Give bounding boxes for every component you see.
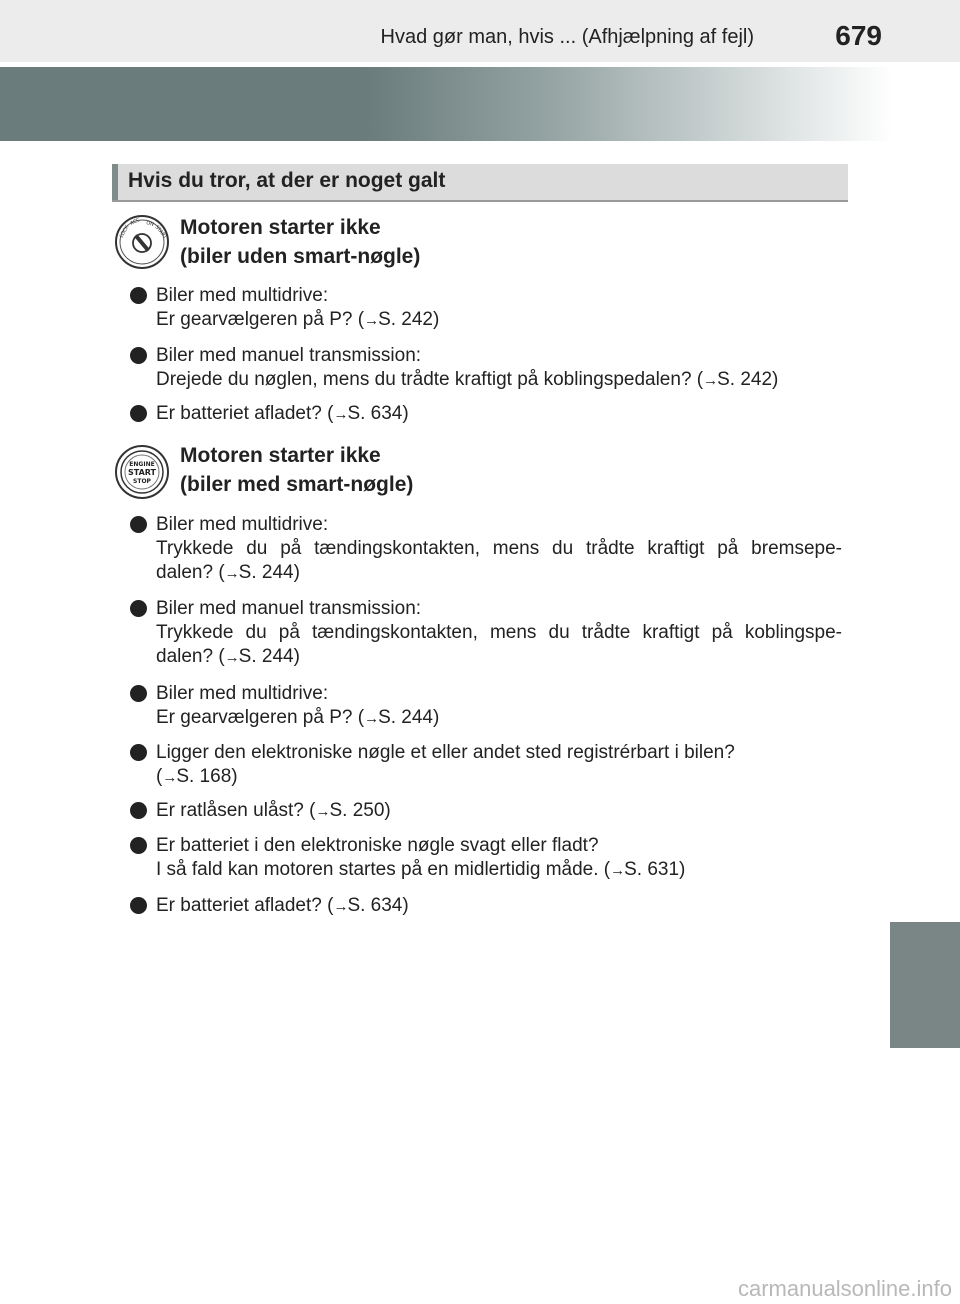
list-item bbox=[130, 741, 842, 790]
section-title: Hvis du tror, at der er noget galt bbox=[128, 169, 446, 192]
subsection-title-line2: (biler uden smart-nøgle) bbox=[180, 245, 421, 268]
ignition-key-switch-icon bbox=[114, 214, 170, 270]
bullet-dot bbox=[130, 744, 147, 761]
bullet-dot bbox=[130, 347, 147, 364]
section-header bbox=[112, 164, 848, 202]
page-reference: S. 242) bbox=[378, 309, 440, 330]
engine-start-stop-button-icon bbox=[114, 444, 170, 500]
subsection-title bbox=[180, 441, 413, 499]
icon-label-start: START bbox=[153, 224, 168, 241]
bullet-dot bbox=[130, 802, 147, 819]
list-item bbox=[130, 402, 842, 427]
page-ref-arrow-icon: → bbox=[315, 803, 330, 820]
bullet-dot bbox=[130, 897, 147, 914]
list-item-line: Biler med multidrive: bbox=[156, 285, 329, 306]
list-item-line: Er batteriet afladet? ( bbox=[156, 403, 334, 424]
page-reference: S. 634) bbox=[347, 403, 409, 424]
page-ref-arrow-icon: → bbox=[364, 710, 379, 727]
bullet-dot bbox=[130, 837, 147, 854]
page-ref-arrow-icon: → bbox=[610, 862, 625, 879]
bullet-dot bbox=[130, 600, 147, 617]
page-number: 679 bbox=[835, 20, 882, 51]
bullet-dot bbox=[130, 685, 147, 702]
list-item-line: Drejede du nøglen, mens du trådte kraftigt på koblingspedalen? ( bbox=[156, 369, 704, 390]
page-reference: S. 242) bbox=[717, 369, 779, 390]
bullet-dot bbox=[130, 405, 147, 422]
list-item-line: Er gearvælgeren på P? ( bbox=[156, 707, 365, 728]
list-item-line: I så fald kan motoren startes på en midlertidig måde. ( bbox=[156, 859, 611, 880]
page-reference: S. 244) bbox=[238, 562, 300, 583]
page-reference: S. 244) bbox=[238, 646, 300, 667]
list-item-line: Biler med multidrive: bbox=[156, 514, 329, 535]
page-ref-arrow-icon: → bbox=[703, 372, 718, 389]
list-item-line: Er batteriet i den elektroniske nøgle svagt eller fladt? bbox=[156, 835, 599, 856]
list-item-line: Trykkede du på tændingskontakten, mens du trådte kraftigt på koblingspe- bbox=[156, 622, 842, 643]
list-item-line: Er ratlåsen ulåst? ( bbox=[156, 800, 316, 821]
page-ref-arrow-icon: → bbox=[333, 898, 348, 915]
list-item bbox=[130, 799, 842, 824]
bullet-dot bbox=[130, 516, 147, 533]
list-item-line: Biler med manuel transmission: bbox=[156, 345, 422, 366]
list-item bbox=[130, 834, 842, 883]
subsection-title-line1: Motoren starter ikke bbox=[180, 216, 381, 239]
chapter-band bbox=[0, 67, 960, 141]
page-reference: S. 634) bbox=[347, 895, 409, 916]
list-item-line: dalen? ( bbox=[156, 562, 225, 583]
list-item-line: ( bbox=[156, 766, 163, 787]
list-item-line: Trykkede du på tændingskontakten, mens du trådte kraftigt på bremsepe- bbox=[156, 538, 842, 559]
bullet-dot bbox=[130, 287, 147, 304]
subsection-title bbox=[180, 213, 420, 271]
icon-label-acc: ACC bbox=[129, 217, 142, 227]
section-header-accent bbox=[112, 164, 118, 200]
list-item bbox=[130, 597, 842, 670]
page-reference: S. 244) bbox=[378, 707, 440, 728]
list-item-line: Ligger den elektroniske nøgle et eller andet sted registrérbart i bilen? bbox=[156, 742, 735, 763]
page-reference: S. 631) bbox=[624, 859, 686, 880]
subsection-title-line2: (biler med smart-nøgle) bbox=[180, 473, 414, 496]
icon-label-on: ON bbox=[145, 220, 155, 228]
icon-label-lock: LOCK bbox=[118, 224, 131, 239]
list-item-line: dalen? ( bbox=[156, 646, 225, 667]
page-ref-arrow-icon: → bbox=[162, 769, 177, 786]
list-item bbox=[130, 894, 842, 919]
icon-label-stop: STOP bbox=[133, 478, 151, 485]
list-item-line: Er batteriet afladet? ( bbox=[156, 895, 334, 916]
list-item-line: Biler med multidrive: bbox=[156, 683, 329, 704]
icon-label-engine: ENGINE bbox=[129, 461, 155, 468]
chapter-side-tab bbox=[890, 922, 960, 1048]
page-ref-arrow-icon: → bbox=[364, 312, 379, 329]
icon-label-start: START bbox=[127, 468, 157, 477]
watermark: carmanualsonline.info bbox=[737, 1276, 952, 1301]
page-ref-arrow-icon: → bbox=[333, 406, 348, 423]
page-reference: S. 168) bbox=[176, 766, 238, 787]
page-ref-arrow-icon: → bbox=[224, 649, 239, 666]
list-item bbox=[130, 513, 842, 586]
list-item-line: Er gearvælgeren på P? ( bbox=[156, 309, 365, 330]
running-title: Hvad gør man, hvis ... (Afhjælpning af fejl) bbox=[380, 26, 754, 48]
list-item-line: Biler med manuel transmission: bbox=[156, 598, 422, 619]
list-item bbox=[130, 344, 842, 393]
list-item bbox=[130, 682, 842, 731]
page-reference: S. 250) bbox=[329, 800, 391, 821]
page-ref-arrow-icon: → bbox=[224, 565, 239, 582]
subsection-title-line1: Motoren starter ikke bbox=[180, 444, 381, 467]
list-item bbox=[130, 284, 842, 333]
